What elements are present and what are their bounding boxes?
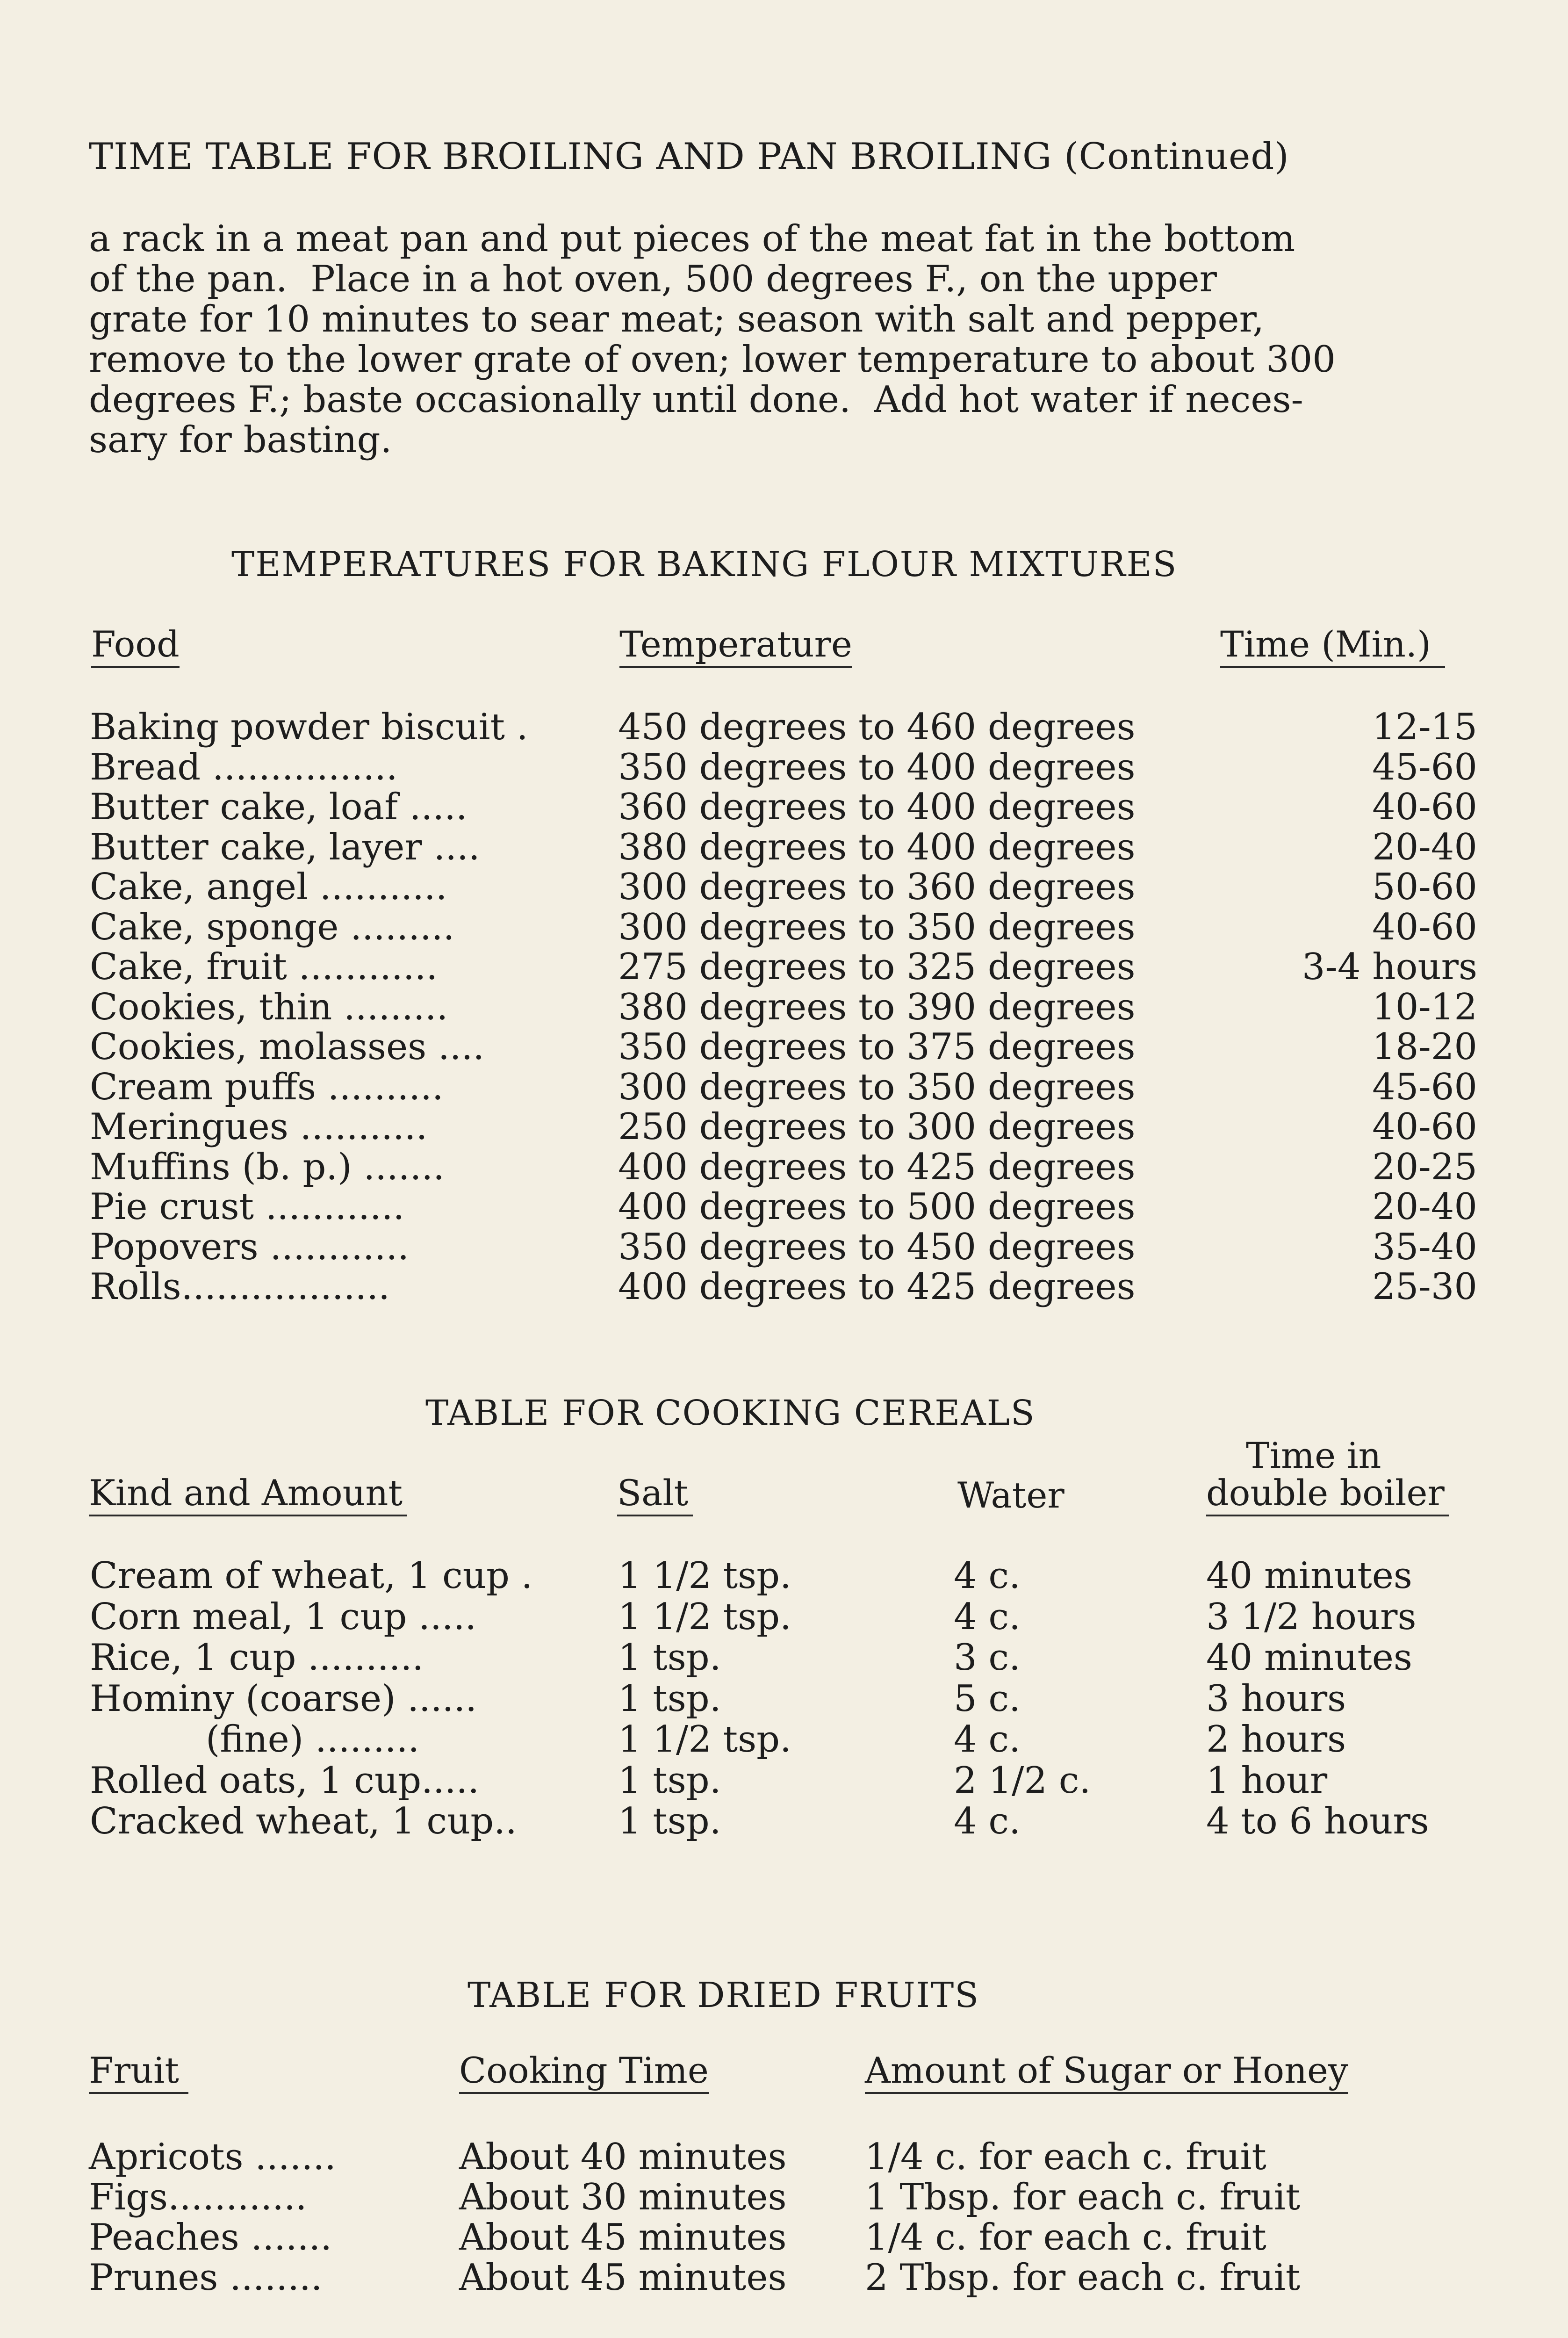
baking-food-cell: Muffins (b. p.) ....... [90, 1146, 445, 1188]
baking-temperature-cell: 380 degrees to 390 degrees [618, 986, 1136, 1028]
baking-row [0, 987, 1568, 1027]
baking-time-cell: 40-60 [1372, 906, 1477, 948]
baking-temperature-cell: 300 degrees to 350 degrees [618, 906, 1136, 948]
fruit-time-cell: About 45 minutes [459, 2257, 787, 2299]
baking-time-cell: 12-15 [1372, 706, 1477, 748]
fruits-header-sugar: Amount of Sugar or Honey [865, 2053, 1348, 2094]
cereal-time-cell: 40 minutes [1206, 1555, 1412, 1597]
cereals-header-time-top: Time in [1246, 1435, 1381, 1476]
cereal-kind-cell: Rolled oats, 1 cup..... [90, 1759, 480, 1802]
fruit-sugar-cell: 2 Tbsp. for each c. fruit [865, 2257, 1301, 2299]
baking-food-cell: Rolls.................. [90, 1266, 390, 1308]
baking-row [0, 947, 1568, 987]
baking-time-cell: 18-20 [1372, 1026, 1477, 1068]
cereal-row [0, 1679, 1568, 1719]
fruit-sugar-cell: 1/4 c. for each c. fruit [865, 2136, 1266, 2178]
cereal-time-cell: 1 hour [1206, 1759, 1328, 1802]
cereals-header-kind: Kind and Amount [89, 1475, 407, 1516]
cereal-salt-cell: 1 1/2 tsp. [618, 1595, 791, 1638]
cereal-kind-cell: Rice, 1 cup .......... [90, 1637, 424, 1679]
cereal-water-cell: 3 c. [954, 1637, 1021, 1679]
baking-temperature-cell: 350 degrees to 400 degrees [618, 746, 1136, 788]
cereal-salt-cell: 1 tsp. [618, 1800, 721, 1842]
cereal-water-cell: 4 c. [954, 1595, 1021, 1638]
cereals-header-water: Water [957, 1474, 1065, 1516]
cereal-row [0, 1556, 1568, 1596]
baking-header-food: Food [91, 627, 180, 668]
cereal-water-cell: 4 c. [954, 1555, 1021, 1597]
baking-food-cell: Cookies, molasses .... [90, 1026, 485, 1068]
fruit-name-cell: Apricots ....... [89, 2136, 336, 2178]
baking-time-cell: 40-60 [1372, 786, 1477, 828]
fruit-time-cell: About 45 minutes [459, 2216, 787, 2259]
baking-food-cell: Cake, angel ........... [90, 866, 447, 908]
fruit-row [0, 2137, 1568, 2177]
cereal-salt-cell: 1 tsp. [618, 1637, 721, 1679]
baking-time-cell: 20-40 [1372, 1186, 1477, 1228]
cereal-water-cell: 2 1/2 c. [954, 1759, 1091, 1802]
baking-temperature-cell: 400 degrees to 425 degrees [618, 1266, 1136, 1308]
cereal-salt-cell: 1 tsp. [618, 1759, 721, 1802]
page-header: TIME TABLE FOR BROILING AND PAN BROILING (Continued) [89, 136, 1289, 178]
baking-temperature-cell: 360 degrees to 400 degrees [618, 786, 1136, 828]
baking-time-cell: 50-60 [1372, 866, 1477, 908]
cereal-water-cell: 4 c. [954, 1800, 1021, 1842]
cereal-time-cell: 2 hours [1206, 1718, 1346, 1761]
baking-row [0, 1027, 1568, 1067]
cereal-salt-cell: 1 1/2 tsp. [618, 1555, 791, 1597]
baking-row [0, 1147, 1568, 1187]
fruit-name-cell: Peaches ....... [89, 2216, 332, 2259]
baking-row [0, 1187, 1568, 1227]
baking-temperature-cell: 275 degrees to 325 degrees [618, 946, 1136, 988]
cereal-time-cell: 3 1/2 hours [1206, 1595, 1417, 1638]
cereal-kind-cell: (fine) ......... [90, 1718, 420, 1761]
baking-header-time: Time (Min.) [1220, 627, 1445, 668]
baking-food-cell: Cake, sponge ......... [90, 906, 455, 948]
cereal-time-cell: 4 to 6 hours [1206, 1800, 1429, 1842]
cereal-salt-cell: 1 tsp. [618, 1677, 721, 1720]
baking-time-cell: 45-60 [1372, 1066, 1477, 1108]
baking-title: TEMPERATURES FOR BAKING FLOUR MIXTURES [231, 544, 1178, 584]
baking-row [0, 827, 1568, 867]
baking-row [0, 907, 1568, 947]
fruit-time-cell: About 30 minutes [459, 2176, 787, 2218]
cereal-kind-cell: Cracked wheat, 1 cup.. [90, 1800, 517, 1842]
cereal-time-cell: 40 minutes [1206, 1637, 1412, 1679]
fruits-title: TABLE FOR DRIED FRUITS [468, 1975, 979, 2015]
baking-row [0, 867, 1568, 907]
baking-time-cell: 40-60 [1372, 1106, 1477, 1148]
fruits-header-fruit: Fruit [89, 2053, 188, 2094]
baking-time-cell: 20-25 [1372, 1146, 1477, 1188]
baking-food-cell: Cookies, thin ......... [90, 986, 448, 1028]
baking-temperature-cell: 250 degrees to 300 degrees [618, 1106, 1136, 1148]
cereal-row [0, 1719, 1568, 1760]
fruit-name-cell: Prunes ........ [89, 2257, 323, 2299]
fruit-sugar-cell: 1 Tbsp. for each c. fruit [865, 2176, 1301, 2218]
baking-food-cell: Pie crust ............ [90, 1186, 405, 1228]
cereal-kind-cell: Hominy (coarse) ...... [90, 1677, 477, 1720]
cereal-kind-cell: Cream of wheat, 1 cup . [90, 1555, 533, 1597]
baking-temperature-cell: 400 degrees to 500 degrees [618, 1186, 1136, 1228]
fruit-row [0, 2177, 1568, 2217]
baking-food-cell: Butter cake, layer .... [90, 826, 480, 868]
baking-time-cell: 3-4 hours [1302, 946, 1477, 988]
baking-row [0, 1067, 1568, 1107]
baking-temperature-cell: 350 degrees to 450 degrees [618, 1226, 1136, 1268]
cereal-water-cell: 5 c. [954, 1677, 1021, 1720]
cereal-row [0, 1761, 1568, 1801]
baking-temperature-cell: 300 degrees to 350 degrees [618, 1066, 1136, 1108]
baking-food-cell: Popovers ............ [90, 1226, 410, 1268]
baking-food-cell: Baking powder biscuit . [90, 706, 528, 748]
cereals-header-time-bottom: double boiler [1206, 1475, 1449, 1516]
intro-line: grate for 10 minutes to sear meat; season with salt and pepper, [89, 298, 1265, 340]
intro-line: degrees F.; baste occasionally until done. Add hot water if neces- [89, 379, 1303, 421]
baking-time-cell: 45-60 [1372, 746, 1477, 788]
cereal-row [0, 1597, 1568, 1637]
baking-temperature-cell: 380 degrees to 400 degrees [618, 826, 1136, 868]
baking-food-cell: Cake, fruit ............ [90, 946, 438, 988]
intro-line: remove to the lower grate of oven; lower temperature to about 300 [89, 339, 1336, 381]
fruits-header-cooking-time: Cooking Time [459, 2053, 709, 2094]
intro-line: a rack in a meat pan and put pieces of the meat fat in the bottom [89, 218, 1295, 260]
baking-time-cell: 10-12 [1372, 986, 1477, 1028]
baking-header-temperature: Temperature [619, 627, 852, 668]
baking-food-cell: Meringues ........... [90, 1106, 428, 1148]
baking-row [0, 747, 1568, 787]
cereal-salt-cell: 1 1/2 tsp. [618, 1718, 791, 1761]
cereals-title: TABLE FOR COOKING CEREALS [425, 1393, 1036, 1433]
intro-line: sary for basting. [89, 419, 392, 461]
baking-row [0, 1227, 1568, 1267]
baking-food-cell: Bread ................ [90, 746, 398, 788]
cereals-header-salt: Salt [617, 1475, 693, 1516]
fruit-sugar-cell: 1/4 c. for each c. fruit [865, 2216, 1266, 2259]
baking-temperature-cell: 350 degrees to 375 degrees [618, 1026, 1136, 1068]
baking-row [0, 787, 1568, 827]
baking-temperature-cell: 450 degrees to 460 degrees [618, 706, 1136, 748]
cereal-row [0, 1801, 1568, 1841]
baking-temperature-cell: 400 degrees to 425 degrees [618, 1146, 1136, 1188]
baking-food-cell: Butter cake, loaf ..... [90, 786, 468, 828]
fruit-time-cell: About 40 minutes [459, 2136, 787, 2178]
baking-temperature-cell: 300 degrees to 360 degrees [618, 866, 1136, 908]
baking-food-cell: Cream puffs .......... [90, 1066, 444, 1108]
fruit-row [0, 2258, 1568, 2298]
fruit-row [0, 2217, 1568, 2258]
baking-time-cell: 20-40 [1372, 826, 1477, 868]
baking-row [0, 1107, 1568, 1147]
baking-time-cell: 35-40 [1372, 1226, 1477, 1268]
cereal-kind-cell: Corn meal, 1 cup ..... [90, 1595, 477, 1638]
baking-row [0, 707, 1568, 747]
fruit-name-cell: Figs............ [89, 2176, 307, 2218]
baking-row [0, 1267, 1568, 1307]
cereal-row [0, 1638, 1568, 1678]
cereal-water-cell: 4 c. [954, 1718, 1021, 1761]
baking-time-cell: 25-30 [1372, 1266, 1477, 1308]
intro-line: of the pan. Place in a hot oven, 500 degrees F., on the upper [89, 258, 1217, 300]
cereal-time-cell: 3 hours [1206, 1677, 1346, 1720]
